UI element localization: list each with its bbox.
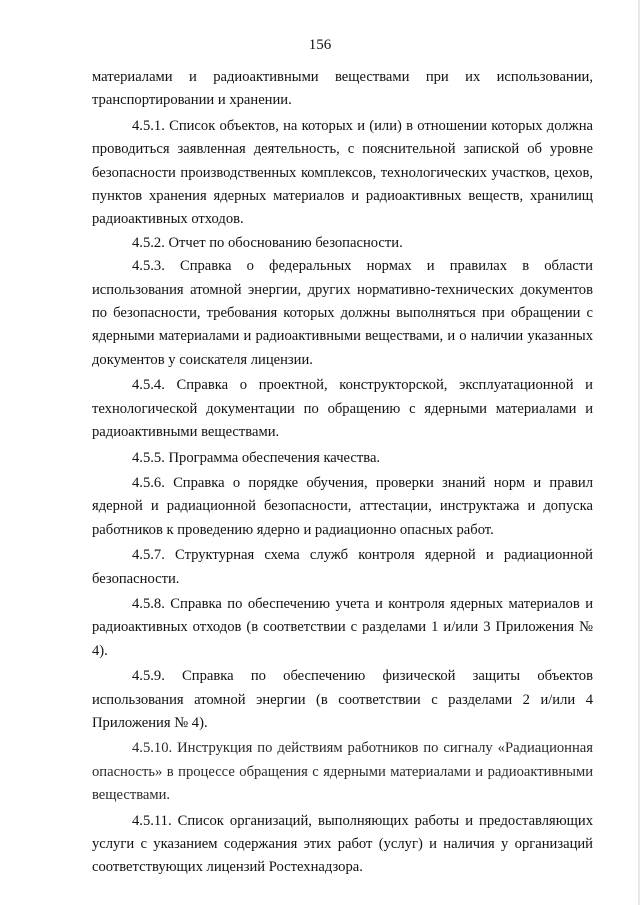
paragraph-4-5-5: 4.5.5. Программа обеспечения качества.: [132, 449, 381, 466]
paragraph-4-5-11: 4.5.11. Список организаций, выполняющих работы и предоставляющих услуги с указанием содержания этих работ (услуг) и наличия у организаций соответствующих лицензий Ростехнадзора.: [92, 812, 593, 876]
paragraph-4-5-3: 4.5.3. Справка о федеральных нормах и правилах в области использования атомной энергии, других нормативно-технических документов по безопасности, требования которых должны выполняться при обращении с ядерными материалами и радиоактивными веществами, и о наличии указанных документов у соискателя лицензии.: [92, 258, 593, 368]
paragraph-4-5-2: 4.5.2. Отчет по обоснованию безопасности.: [132, 234, 403, 251]
paragraph-continuation: материалами и радиоактивными веществами при их использовании, транспортировании и хранении.: [92, 69, 593, 109]
document-body: [92, 66, 593, 880]
paragraph-4-5-9: 4.5.9. Справка по обеспечению физической защиты объектов использования атомной энергии (в соответствии с разделами 2 и/или 4 Приложения № 4).: [92, 668, 593, 731]
paragraph-4-5-1: 4.5.1. Список объектов, на которых и (или) в отношении которых должна проводиться заявленная деятельность, с пояснительной запиской об уровне безопасности производственных комплексов, технологических участков, цехов, пунктов хранения ядерных материалов и радиоактивных веществ, хранилищ радиоактивных отходов.: [92, 117, 593, 228]
paragraph-4-5-7: 4.5.7. Структурная схема служб контроля ядерной и радиационной безопасности.: [92, 547, 593, 587]
paragraph-4-5-8: 4.5.8. Справка по обеспечению учета и контроля ядерных материалов и радиоактивных отходов (в соответствии с разделами 1 и/или 3 Приложения № 4).: [92, 595, 593, 659]
paragraph-4-5-10: 4.5.10. Инструкция по действиям работников по сигналу «Радиационная опасность» в процессе обращения с ядерными материалами и радиоактивными веществами.: [92, 740, 593, 804]
page-number: 156: [308, 37, 332, 53]
paragraph-4-5-4: 4.5.4. Справка о проектной, конструкторской, эксплуатационной и технологической документации по обращению с ядерными материалами и радиоактивными веществами.: [92, 377, 593, 441]
paragraph-4-5-6: 4.5.6. Справка о порядке обучения, проверки знаний норм и правил ядерной и радиационной безопасности, аттестации, инструктажа и допуска работников к проведению ядерно и радиационно опасных работ.: [92, 474, 593, 538]
